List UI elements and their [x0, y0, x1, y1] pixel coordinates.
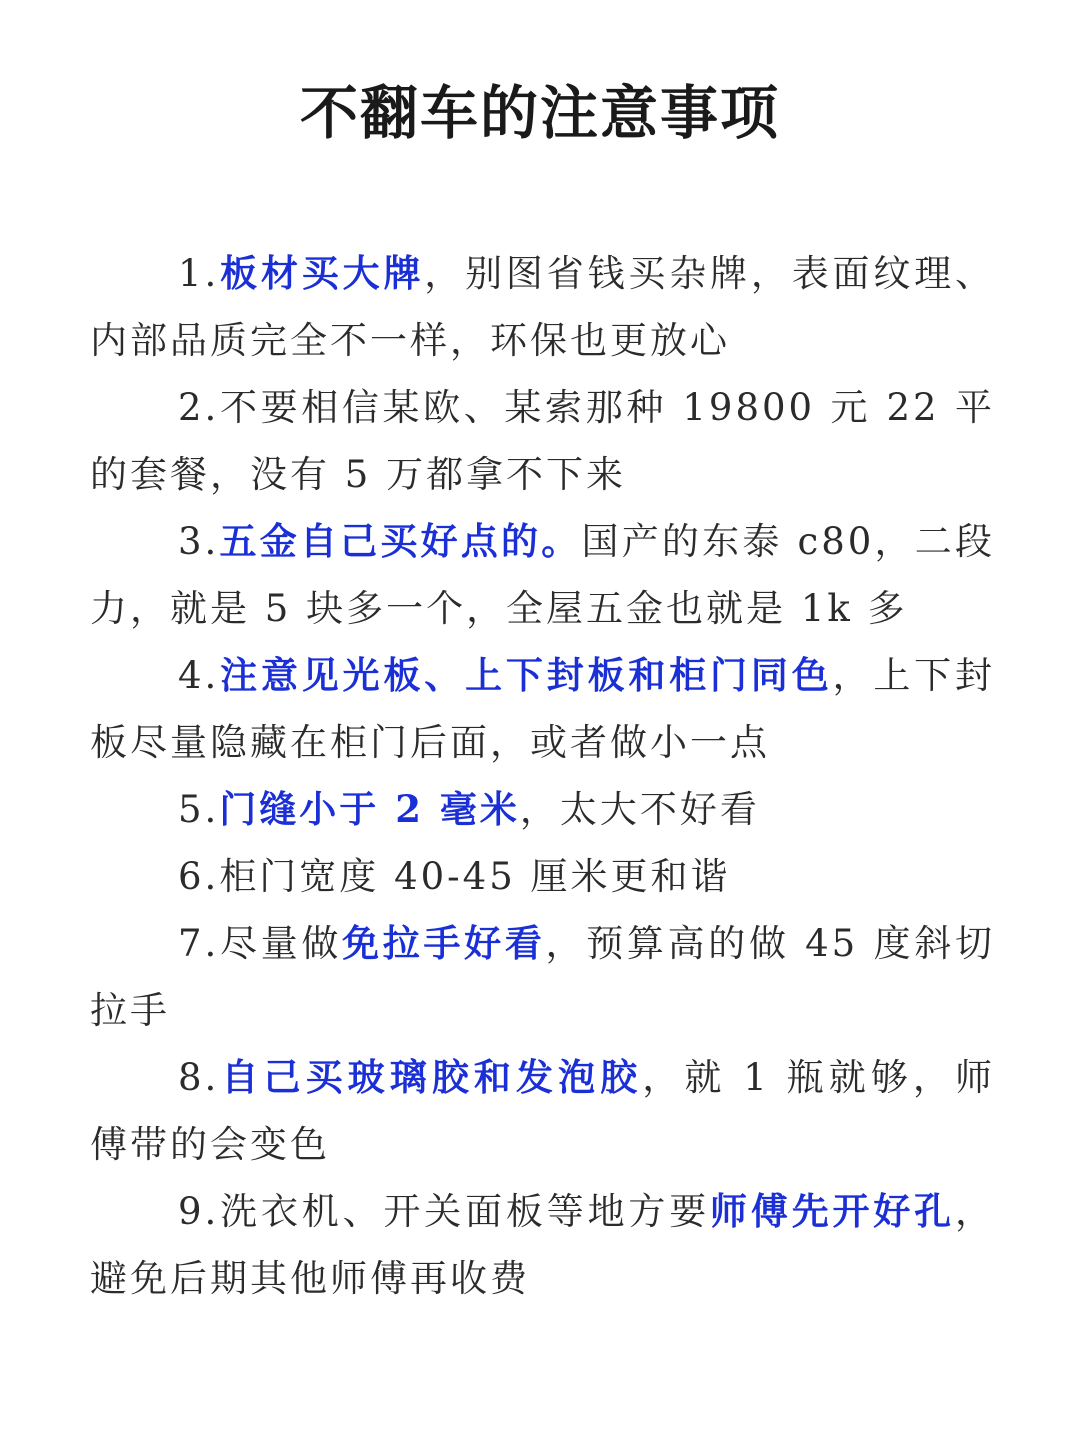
- list-item: [90, 843, 995, 910]
- item-number: 2.: [178, 386, 220, 429]
- item-highlight-text: 五金自己买好点的。: [219, 519, 582, 563]
- item-highlight-text: 自己买玻璃胶和发泡胶: [219, 1055, 643, 1099]
- list-item: [90, 1044, 995, 1178]
- list-item: [90, 642, 995, 776]
- list-item: [90, 508, 995, 642]
- item-highlight-text: 板材买大牌: [219, 251, 425, 295]
- item-text: 柜门宽度 40-45 厘米更和谐: [219, 855, 731, 898]
- item-text: ，别图省钱买杂牌，表面纹理、内部品质完全不一样，环保也更放心: [90, 252, 996, 362]
- item-number: 8.: [178, 1056, 220, 1099]
- item-number: 4.: [178, 654, 220, 697]
- item-text: 不要相信某欧、某索那种 19800 元 22 平的套餐，没有 5 万都拿不下来: [90, 386, 995, 496]
- item-text: ，上下封板尽量隐藏在柜门后面，或者做小一点: [90, 654, 996, 764]
- item-number: 6.: [178, 855, 220, 898]
- item-highlight-text: 师傅先开好孔: [710, 1189, 956, 1233]
- list-item: [90, 910, 995, 1044]
- item-text: ，就 1 瓶就够，师傅带的会变色: [90, 1056, 995, 1166]
- list-item: [90, 1178, 995, 1312]
- item-text: ，避免后期其他师傅再收费: [90, 1190, 996, 1300]
- item-number: 3.: [178, 520, 220, 563]
- item-number: 1.: [178, 252, 220, 295]
- list-item: [90, 776, 995, 843]
- item-highlight-text: 门缝小于 2 毫米: [219, 787, 520, 831]
- item-text: 尽量做: [219, 922, 343, 965]
- page-title: 不翻车的注意事项: [299, 79, 780, 147]
- item-number: 5.: [178, 788, 220, 831]
- item-text: 洗衣机、开关面板等地方要: [219, 1190, 711, 1233]
- item-text: ，太大不好看: [519, 788, 760, 831]
- item-text: ，预算高的做 45 度斜切拉手: [90, 922, 996, 1032]
- item-number: 7.: [178, 922, 220, 965]
- item-text: 国产的东泰 c80，二段力，就是 5 块多一个，全屋五金也就是 1k 多: [90, 520, 995, 630]
- list-item: [90, 240, 995, 374]
- item-highlight-text: 免拉手好看: [342, 921, 546, 965]
- item-highlight-text: 注意见光板、上下封板和柜门同色: [219, 653, 833, 697]
- tips-list: [90, 240, 995, 1312]
- item-number: 9.: [178, 1190, 220, 1233]
- list-item: [90, 374, 995, 508]
